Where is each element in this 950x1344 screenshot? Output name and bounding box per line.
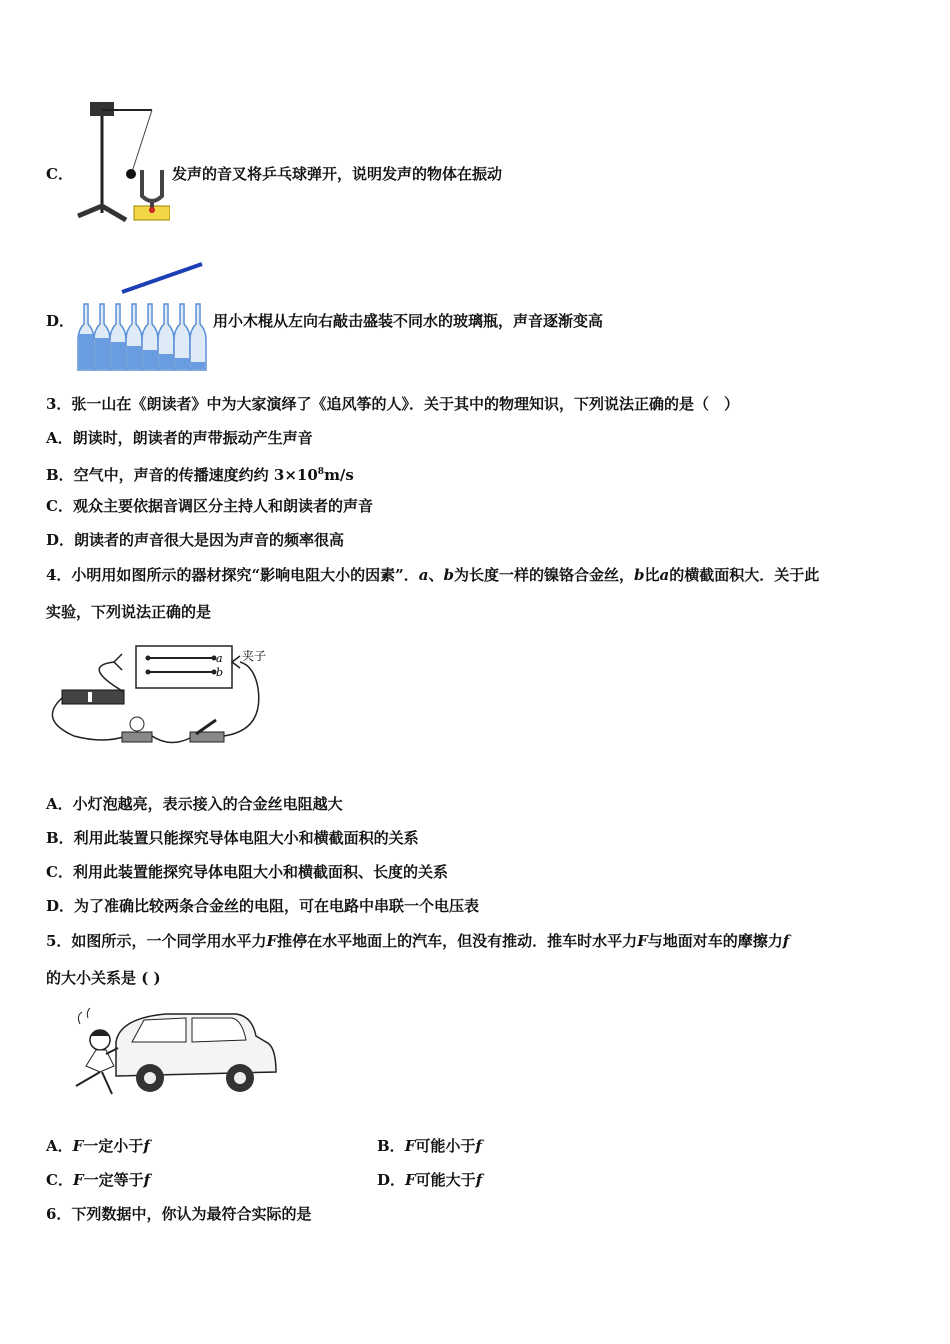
glass-bottles-figure	[76, 260, 212, 374]
q5-var-F: F	[266, 932, 278, 950]
clip-label: 夹子	[242, 649, 267, 663]
q5-option-d-text: 可能大于	[415, 1171, 476, 1189]
q5-var-f: f	[475, 1171, 483, 1189]
q5-option-d	[377, 1170, 482, 1190]
q3-option-d: D．朗读者的声音很大是因为声音的频率很高	[46, 531, 345, 549]
q5-var-f: f	[782, 932, 790, 950]
option-c-text: 发声的音叉将乒乓球弹开，说明发声的物体在振动	[172, 165, 503, 183]
q3-option-b-unit: m/s	[324, 466, 354, 484]
circuit-figure	[44, 640, 294, 752]
q5-stem-part: 推停在水平地面上的汽车，但没有推动．推车时水平力	[277, 932, 638, 950]
q3-stem: 3．张一山在《朗读者》中为大家演绎了《追风筝的人》．关于其中的物理知识，下列说法正确的是（ ）	[46, 395, 739, 413]
tuning-fork-figure	[74, 98, 170, 226]
q3-option-c: C．观众主要依据音调区分主持人和朗读者的声音	[46, 497, 373, 515]
q3-option-b-pre: B．空气中，声音的传播速度约约 3×10	[46, 466, 318, 484]
option-c-sound	[46, 164, 73, 184]
q4-stem-part: 、	[428, 566, 444, 584]
q5-option-d-label: D．	[377, 1171, 406, 1189]
q4-var-a: a	[659, 566, 670, 584]
q5-stem-line2: 的大小关系是 ( )	[46, 969, 161, 987]
q5-var-F: F	[637, 932, 648, 950]
q4-stem-part: 比	[644, 566, 660, 584]
q5-stem-line1	[46, 931, 789, 951]
q5-var-F: F	[72, 1137, 84, 1155]
q4-stem-line2: 实验，下列说法正确的是	[46, 603, 212, 621]
q5-stem-part: 与地面对车的摩擦力	[647, 932, 783, 950]
q4-option-a: A．小灯泡越亮，表示接入的合金丝电阻越大	[46, 795, 343, 813]
q4-option-d: D．为了准确比较两条合金丝的电阻，可在电路中串联一个电压表	[46, 897, 480, 915]
q5-option-c-label: C．	[46, 1171, 73, 1189]
q4-option-c: C．利用此装置能探究导体电阻大小和横截面积、长度的关系	[46, 863, 448, 881]
q6-stem: 6．下列数据中，你认为最符合实际的是	[46, 1205, 312, 1223]
q3-option-b	[46, 462, 354, 485]
q4-stem-part: 4．小明用如图所示的器材探究“影响电阻大小的因素”．	[46, 566, 419, 584]
wire-a-label: a	[216, 652, 223, 665]
wire-b-label: b	[216, 666, 224, 679]
q5-var-F: F	[72, 1171, 84, 1189]
q4-stem-part: 为长度一样的镍铬合金丝，	[453, 566, 634, 584]
q4-option-b: B．利用此装置只能探究导体电阻大小和横截面积的关系	[46, 829, 419, 847]
q5-option-a-label: A．	[46, 1137, 73, 1155]
q5-option-b	[377, 1136, 482, 1156]
option-c-label: C．	[46, 165, 73, 183]
q4-stem-line1	[46, 565, 819, 585]
q5-option-a-text: 一定小于	[83, 1137, 144, 1155]
option-d-text: 用小木棍从左向右敲击盛装不同水的玻璃瓶，声音逐渐变高	[213, 312, 604, 330]
option-d-label: D．	[46, 312, 75, 330]
q4-stem-part: 的横截面积大．关于此	[669, 566, 820, 584]
q5-option-b-label: B．	[377, 1137, 405, 1155]
q5-option-c-text: 一定等于	[83, 1171, 144, 1189]
q5-var-F: F	[405, 1171, 416, 1189]
q5-var-f: f	[475, 1137, 482, 1155]
q4-var-b: b	[443, 566, 454, 584]
q3-option-b-exponent: 8	[317, 467, 325, 477]
q5-var-f: f	[143, 1137, 150, 1155]
push-car-figure	[56, 1006, 280, 1106]
q3-option-a: A．朗读时，朗读者的声带振动产生声音	[46, 429, 313, 447]
q4-var-a: a	[418, 566, 429, 584]
q4-var-b: b	[633, 566, 645, 584]
q5-var-f: f	[143, 1171, 151, 1189]
q5-option-c	[46, 1170, 150, 1190]
q5-option-a	[46, 1136, 150, 1156]
q5-var-F: F	[404, 1137, 416, 1155]
option-d-sound	[46, 311, 74, 331]
q5-option-b-text: 可能小于	[415, 1137, 476, 1155]
q5-stem-part: 5．如图所示，一个同学用水平力	[46, 932, 267, 950]
